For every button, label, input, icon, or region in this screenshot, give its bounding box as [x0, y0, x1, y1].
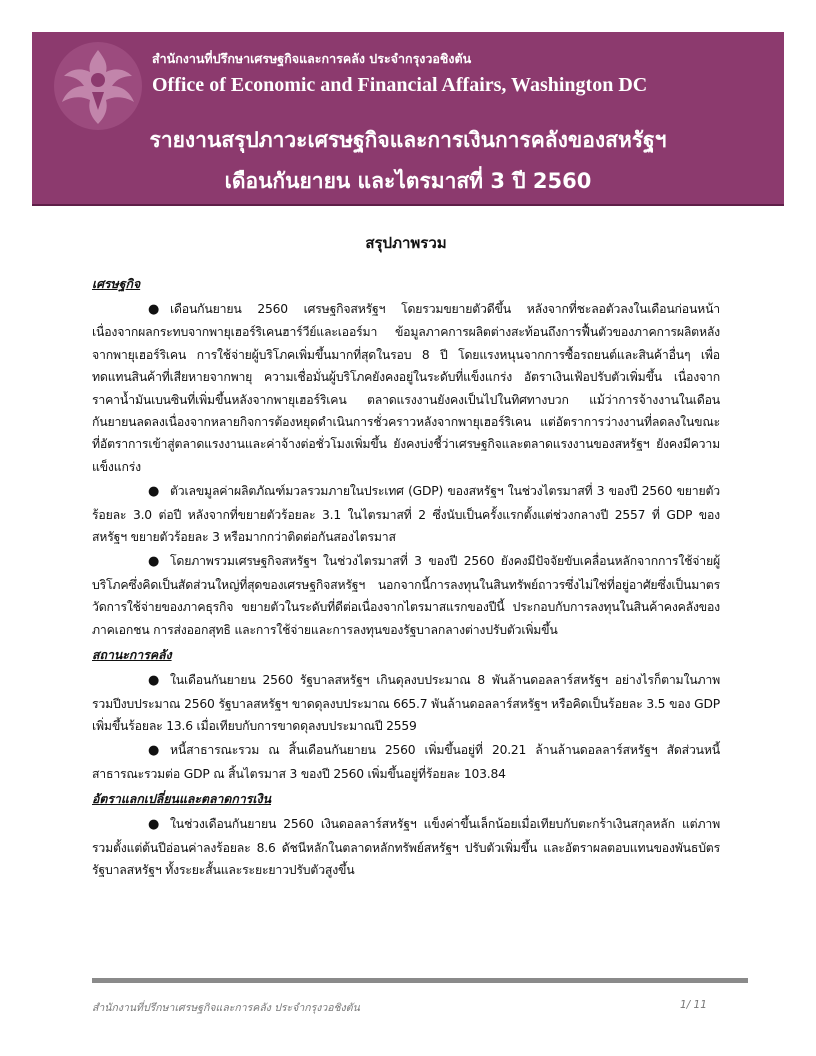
bullet-icon: ●	[148, 554, 160, 570]
garuda-emblem-icon	[52, 40, 144, 132]
paragraph	[92, 739, 720, 785]
bullet-icon: ●	[148, 484, 160, 500]
paragraph-text: หนี้สาธารณะรวม ณ สิ้นเดือนกันยายน 2560 เพิ่มขึ้นอยู่ที่ 20.21 ล้านล้านดอลลาร์สหรัฐฯ สัดส่วนหนี้สาธารณะรวมต่อ GDP ณ สิ้นไตรมาส 3 ของปี 2560 เพิ่มขึ้นอยู่ที่ร้อยละ 103.84	[92, 743, 720, 781]
header-banner	[32, 32, 784, 206]
report-title-line1: รายงานสรุปภาวะเศรษฐกิจและการเงินการคลังของสหรัฐฯ	[149, 128, 667, 152]
office-english-name: Office of Economic and Financial Affairs, Washington DC	[152, 74, 648, 96]
footer-office-name: สำนักงานที่ปรึกษาเศรษฐกิจและการคลัง ประจำกรุงวอชิงตัน	[92, 1002, 360, 1014]
paragraph	[92, 813, 720, 881]
paragraph-text: ตัวเลขมูลค่าผลิตภัณฑ์มวลรวมภายในประเทศ (GDP) ของสหรัฐฯ ในช่วงไตรมาสที่ 3 ของปี 2560 ขยายตัวร้อยละ 3.0 ต่อปี หลังจากที่ขยายตัวร้อยละ 3.1 ในไตรมาสที่ 2 ซึ่งนับเป็นครั้งแรกตั้งแต่ช่วงกลางปี 2557 ที่ GDP ของสหรัฐฯ ขยายตัวร้อยละ 3 หรือมากกว่าติดต่อกันสองไตรมาส	[92, 484, 720, 545]
footer-divider	[92, 978, 748, 983]
bullet-icon: ●	[148, 302, 160, 317]
paragraph-text: โดยภาพรวมเศรษฐกิจสหรัฐฯ ในช่วงไตรมาสที่ 3 ของปี 2560 ยังคงมีปัจจัยขับเคลื่อนหลักจากการใช้จ่ายผู้บริโภคซึ่งคิดเป็นสัดส่วนใหญ่ที่สุดของเศรษฐกิจสหรัฐฯ นอกจากนี้การลงทุนในสินทรัพย์ถาวรซึ่งไม่ใช่ที่อยู่อาศัยซึ่งเป็นมาตรวัดการใช้จ่ายของภาคธุรกิจ ขยายตัวในระดับที่ดีต่อเนื่องจากไตรมาสแรกของปีนี้ ประกอบกับการลงทุนในสินค้าคงคลังของภาคเอกชน การส่งออกสุทธิ และการใช้จ่ายและการลงทุนของรัฐบาลกลางต่างปรับตัวเพิ่มขึ้น	[92, 554, 720, 637]
paragraph-text: ในเดือนกันยายน 2560 รัฐบาลสหรัฐฯ เกินดุลงบประมาณ 8 พันล้านดอลลาร์สหรัฐฯ อย่างไรก็ตามในภาพรวมปีงบประมาณ 2560 รัฐบาลสหรัฐฯ ขาดดุลงบประมาณ 665.7 พันล้านดอลลาร์สหรัฐฯ หรือคิดเป็นร้อยละ 3.5 ของ GDP เพิ่มขึ้นร้อยละ 13.6 เมื่อเทียบกับการขาดดุลงบประมาณปี 2559	[92, 673, 720, 733]
office-thai-name: สำนักงานที่ปรึกษาเศรษฐกิจและการคลัง ประจำกรุงวอชิงตัน	[152, 51, 472, 66]
bullet-icon: ●	[148, 743, 160, 759]
page-number: 1/ 11	[680, 999, 707, 1011]
paragraph-text: ในช่วงเดือนกันยายน 2560 เงินดอลลาร์สหรัฐฯ แข็งค่าขึ้นเล็กน้อยเมื่อเทียบกับตะกร้าเงินสกุลหลัก แต่ภาพรวมตั้งแต่ต้นปีอ่อนค่าลงร้อยละ 8.6 ดัชนีหลักในตลาดหลักทรัพย์สหรัฐฯ ปรับตัวเพิ่มขึ้น และอัตราผลตอบแทนของพันธบัตรรัฐบาลสหรัฐฯ ทั้งระยะสั้นและระยะยาวปรับตัวสูงขึ้น	[92, 817, 720, 877]
paragraph	[92, 669, 720, 737]
section-title-exchange: อัตราแลกเปลี่ยนและตลาดการเงิน	[92, 792, 271, 807]
report-body	[92, 228, 720, 883]
report-title-line2: เดือนกันยายน และไตรมาสที่ 3 ปี 2560	[224, 169, 592, 193]
section-title-economy: เศรษฐกิจ	[92, 277, 141, 291]
summary-heading: สรุปภาพรวม	[365, 234, 447, 252]
paragraph	[92, 298, 720, 478]
paragraph	[92, 480, 720, 548]
paragraph	[92, 550, 720, 641]
bullet-icon: ●	[148, 673, 160, 689]
section-title-fiscal: สถานะการคลัง	[92, 648, 172, 663]
paragraph-text: เดือนกันยายน 2560 เศรษฐกิจสหรัฐฯ โดยรวมขยายตัวดีขึ้น หลังจากที่ชะลอตัวลงในเดือนก่อนหน้า เนื่องจากผลกระทบจากพายุเฮอร์ริเคนฮาร์วีย์และเออร์มา ข้อมูลภาคการผลิตต่างสะท้อนถึงการฟื้นตัวของภาคการผลิตหลังจากพายุเฮอร์ริเคน การใช้จ่ายผู้บริโภคเพิ่มขึ้นมากที่สุดในรอบ 8 ปี โดยแรงหนุนจากการซื้อรถยนต์และสินค้าอื่นๆ เพื่อทดแทนสินค้าที่เสียหายจากพายุ ความเชื่อมั่นผู้บริโภคยังคงอยู่ในระดับที่แข็งแกร่ง อัตราเงินเฟ้อปรับตัวเพิ่มขึ้น เนื่องจากราคาน้ำมันเบนซินที่เพิ่มขึ้นหลังจากพายุเฮอร์ริเคน ตลาดแรงงานยังคงเป็นไปในทิศทางบวก แม้ว่าการจ้างงานในเดือนกันยายนลดลงเนื่องจากหลายกิจการต้องหยุดดำเนินการชั่วคราวหลังจากพายุเฮอร์ริเคน แต่อัตราการว่างงานที่ลดลงในขณะที่อัตราการเข้าสู่ตลาดแรงงานและค่าจ้างต่อชั่วโมงเพิ่มขึ้น ยังคงบ่งชี้ว่าเศรษฐกิจและตลาดแรงงานของสหรัฐฯ ยังคงมีความแข็งแกร่ง	[92, 302, 720, 474]
bullet-icon: ●	[148, 817, 160, 833]
